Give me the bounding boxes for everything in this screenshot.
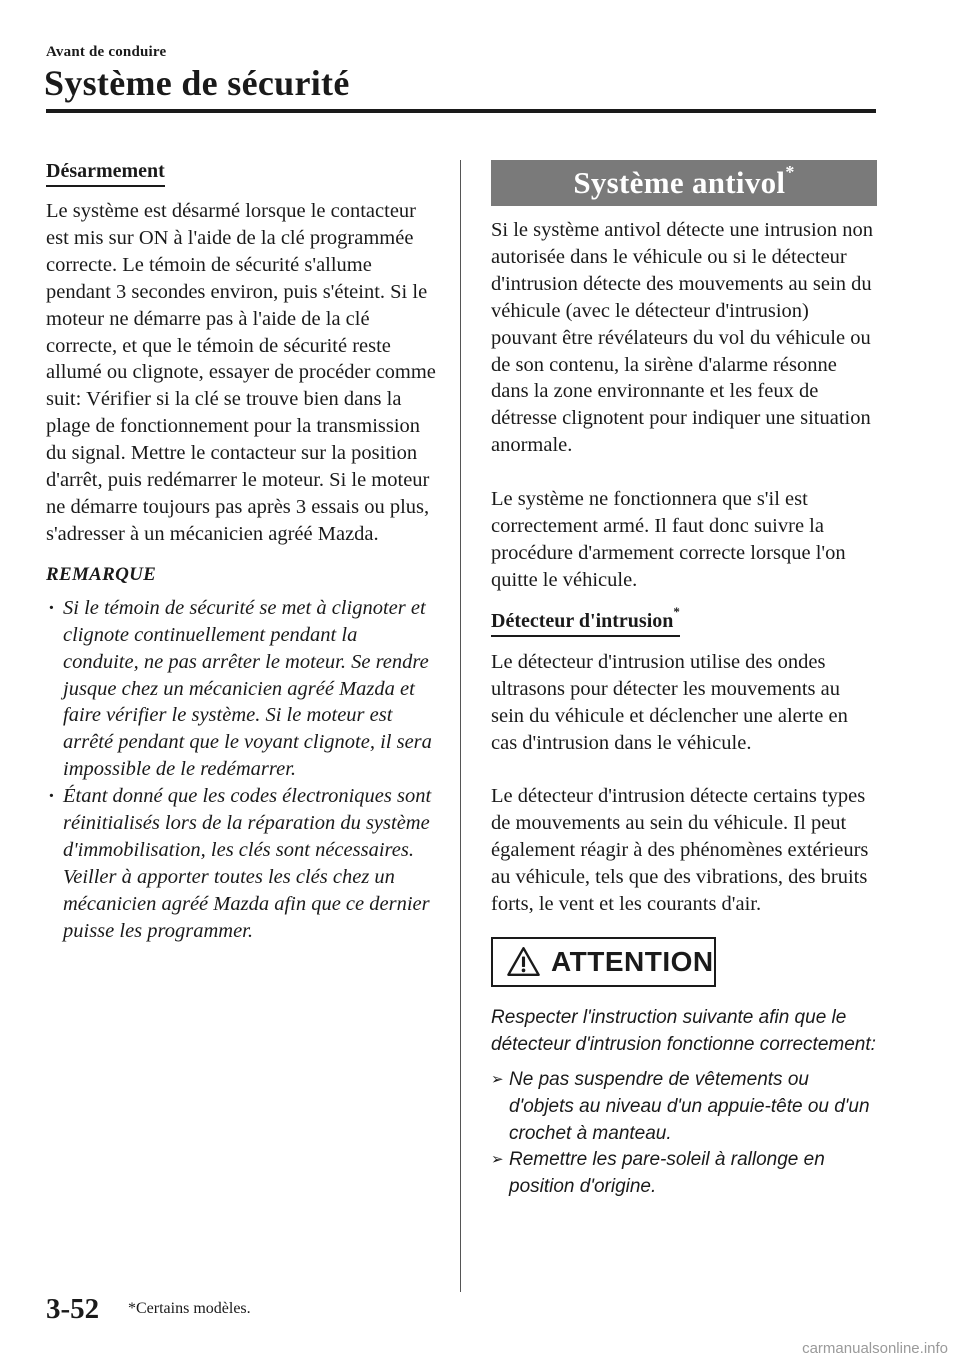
attention-label: ATTENTION	[551, 945, 714, 977]
intrusion-detector-heading-text: Détecteur d'intrusion	[491, 609, 674, 632]
note-title: REMARQUE	[46, 563, 157, 585]
caution-item-2: ➢ Remettre les pare-soleil à rallonge en position d'origine.	[491, 1147, 877, 1201]
antitheft-arming-paragraph: Le système ne fonctionnera que s'il est correctement armé. Il faut donc suivre la procédure d'armement correcte lorsque l'on quitte le véhicule.	[491, 488, 846, 591]
note-item-2: · Étant donné que les codes électroniques sont réinitialisés lors de la réparation du système d'immobilisation, les clés sont nécessaires. Veiller à apporter toutes les clés chez un mécanicien agréé Mazda afin que ce dernier puisse les programmer.	[46, 783, 438, 944]
antitheft-section-title: Système antivol	[573, 165, 786, 200]
detector-paragraph-1: Le détecteur d'intrusion utilise des ondes ultrasons pour détecter les mouvements au sein du véhicule et déclencher une alerte en cas d'intrusion dans le véhicule.	[491, 650, 848, 754]
footnote: *Certains modèles.	[128, 1300, 251, 1317]
header-rule	[46, 109, 876, 113]
warning-triangle-icon	[507, 945, 540, 978]
right-column	[491, 160, 877, 1201]
attention-box	[491, 937, 716, 987]
disarming-heading-text: Désarmement	[46, 160, 165, 182]
disarming-heading	[46, 160, 165, 187]
note-list	[46, 595, 438, 945]
footnote-mark: *	[785, 161, 795, 182]
intrusion-detector-heading	[491, 604, 680, 637]
footnote-mark: *	[673, 604, 680, 620]
page-title: Système de sécurité	[44, 63, 350, 103]
caution-list	[491, 1067, 877, 1202]
note-item-1: · Si le témoin de sécurité se met à clignoter et clignote continuellement pendant la conduite, ne pas arrêter le moteur. Se rendre jusque chez un mécanicien agréé Mazda et faire vérifier le système. Si le moteur est arrêté pendant que le voyant clignote, il sera impossible de le redémarrer.	[46, 595, 438, 783]
watermark: carmanualsonline.info	[802, 1340, 948, 1357]
disarming-paragraph: Le système est désarmé lorsque le contacteur est mis sur ON à l'aide de la clé programmée correcte. Le témoin de sécurité s'allume pendant 3 secondes environ, puis s'éteint. Si le moteur ne démarre pas à l'aide de la clé correcte, et que le témoin de sécurité reste allumé ou clignote, essayer de procéder comme suit: Vérifier si la clé se trouve bien dans la plage de fonctionnement pour la transmission du signal. Mettre le contacteur sur la position d'arrêt, puis redémarrer le moteur. Si le moteur ne démarre toujours pas après 3 essais ou plus, s'adresser à un mécanicien agréé Mazda.	[46, 200, 436, 545]
detector-paragraph-2: Le détecteur d'intrusion détecte certains types de mouvements au sein du véhicule. Il peut également réagir à des phénomènes extérieurs au véhicule, tels que des vibrations, des bruits forts, le vent et les courants d'air.	[491, 785, 869, 916]
chapter-label: Avant de conduire	[46, 44, 167, 60]
page-number: 3-52	[46, 1293, 100, 1325]
column-divider	[460, 160, 461, 1292]
left-column	[46, 160, 438, 945]
caution-intro: Respecter l'instruction suivante afin que le détecteur d'intrusion fonctionne correctement:	[491, 1006, 876, 1055]
antitheft-section-banner	[491, 160, 877, 206]
caution-item-1: ➢ Ne pas suspendre de vêtements ou d'objets au niveau d'un appuie-tête ou d'un crochet à manteau.	[491, 1067, 877, 1148]
antitheft-intro-paragraph: Si le système antivol détecte une intrusion non autorisée dans le véhicule ou si le détecteur d'intrusion détecte des mouvements au sein du véhicule (avec le détecteur d'intrusion) pouvant être révélateurs du vol du véhicule ou de son contenu, la sirène d'alarme résonne dans la zone environnante et les feux de détresse clignotent pour indiquer une situation anormale.	[491, 219, 874, 457]
